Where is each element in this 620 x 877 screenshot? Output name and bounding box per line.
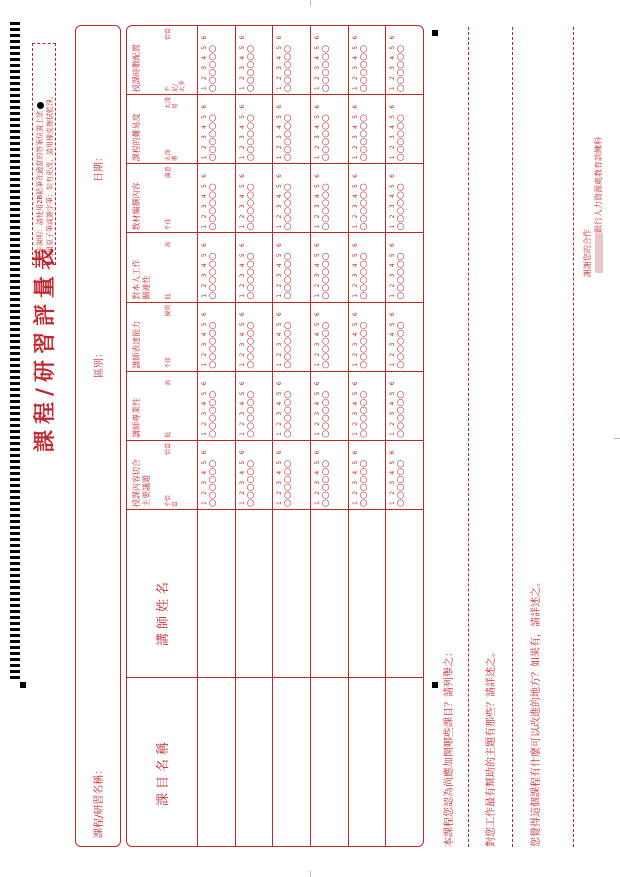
criterion-label: 講師表達能力 — [132, 320, 141, 369]
rating-scale-numbers: 1 2 3 4 5 6 — [201, 240, 208, 298]
rating-scale-numbers: 1 2 3 4 5 6 — [389, 33, 397, 91]
scale-high-label: 高 — [165, 241, 172, 248]
scale-high-label: 太淺易 — [165, 97, 179, 110]
scale-high-label: 恰當 — [165, 442, 172, 455]
rating-scale-numbers: 1 2 3 4 5 6 — [276, 102, 284, 160]
rating-scale-numbers: 1 2 3 4 5 6 — [238, 448, 246, 505]
rating-scale-numbers: 1 2 3 4 5 6 — [201, 171, 208, 229]
rating-scale-numbers: 1 2 3 4 5 6 — [389, 310, 397, 367]
scale-low-label: 不佳 — [165, 356, 172, 369]
rating-bubbles[interactable]: ○○○○○○ — [358, 390, 369, 438]
marking-instructions — [32, 43, 56, 265]
rating-scale-numbers: 1 2 3 4 5 6 — [314, 33, 321, 91]
region-label: 區別： — [94, 348, 105, 378]
row-divider — [310, 26, 311, 846]
rating-scale-numbers: 1 2 3 4 5 6 — [276, 310, 284, 367]
rating-bubbles[interactable]: ○○○○○○ — [245, 45, 256, 93]
rating-scale-numbers: 1 2 3 4 5 6 — [276, 171, 284, 229]
rating-scale-numbers: 1 2 3 4 5 6 — [238, 33, 246, 91]
rating-scale-numbers: 1 2 3 4 5 6 — [389, 379, 397, 436]
rating-scale-numbers: 1 2 3 4 5 6 — [276, 33, 284, 91]
date-label: 日期： — [94, 152, 105, 182]
rating-scale-numbers: 1 2 3 4 5 6 — [201, 448, 208, 505]
column-divider — [127, 440, 423, 441]
rating-scale-numbers: 1 2 3 4 5 6 — [314, 379, 321, 436]
criterion-label: 教材編撰內容 — [132, 182, 141, 231]
rating-bubbles[interactable]: ○○○○○○ — [245, 390, 256, 438]
column-divider — [127, 163, 423, 164]
rating-scale-numbers: 1 2 3 4 5 6 — [314, 171, 321, 229]
example-mark-icon — [37, 102, 44, 109]
footer-department: 銀行人力資源處教育訓練科 — [593, 137, 604, 277]
rating-bubbles[interactable]: ○○○○○○ — [396, 459, 407, 507]
form-title: 課程/研習評量表 — [33, 241, 58, 452]
question-1: 本課程您認為尚應加開哪些課目？請列舉之： — [444, 647, 455, 847]
rating-bubbles[interactable]: ○○○○○○ — [321, 390, 331, 438]
rating-bubbles[interactable]: ○○○○○○ — [245, 114, 256, 162]
rating-scale-numbers: 1 2 3 4 5 6 — [314, 102, 321, 160]
row-divider — [348, 26, 349, 846]
rating-bubbles[interactable]: ○○○○○○ — [245, 183, 256, 231]
rating-bubbles[interactable]: ○○○○○○ — [358, 114, 369, 162]
instructions-line1: 劃卡說明：請使用2B鉛筆在適當的答案位置上塗 — [36, 110, 44, 260]
question-3: 您覺得這個課程有什麼可以改進的地方？如果有，請詳述之。 — [531, 577, 542, 847]
scale-low-label: 低 — [165, 293, 172, 300]
rating-bubbles[interactable]: ○○○○○○ — [208, 321, 218, 369]
course-column-header: 課目名稱 — [156, 737, 171, 806]
scale-high-label: 優異 — [165, 304, 172, 317]
rating-scale-numbers: 1 2 3 4 5 6 — [238, 171, 246, 229]
rating-bubbles[interactable]: ○○○○○○ — [245, 252, 256, 300]
rating-bubbles[interactable]: ○○○○○○ — [321, 183, 331, 231]
rating-bubbles[interactable]: ○○○○○○ — [283, 459, 294, 507]
rating-bubbles[interactable]: ○○○○○○ — [321, 114, 331, 162]
rating-scale-numbers: 1 2 3 4 5 6 — [238, 102, 246, 160]
rating-bubbles[interactable]: ○○○○○○ — [358, 459, 369, 507]
rating-bubbles[interactable]: ○○○○○○ — [358, 252, 369, 300]
criterion-label: 授課時數配置 — [132, 44, 141, 93]
rating-bubbles[interactable]: ○○○○○○ — [208, 114, 218, 162]
column-divider — [127, 371, 423, 372]
rating-scale-numbers: 1 2 3 4 5 6 — [351, 310, 359, 367]
rating-scale-numbers: 1 2 3 4 5 6 — [351, 379, 359, 436]
rating-bubbles[interactable]: ○○○○○○ — [396, 114, 407, 162]
rating-scale-numbers: 1 2 3 4 5 6 — [351, 448, 359, 505]
rating-scale-numbers: 1 2 3 4 5 6 — [201, 310, 208, 367]
footer — [582, 137, 604, 277]
rating-bubbles[interactable]: ○○○○○○ — [245, 321, 256, 369]
rating-scale-numbers: 1 2 3 4 5 6 — [389, 448, 397, 505]
question-2: 對您工作最有幫助的主題有那些？請詳述之。 — [486, 647, 497, 847]
column-divider — [127, 509, 423, 510]
rating-bubbles[interactable]: ○○○○○○ — [208, 45, 218, 93]
rating-table — [126, 25, 424, 847]
column-divider — [127, 302, 423, 303]
criterion-label-line2: 主要議題 — [142, 475, 151, 507]
rating-scale-numbers: 1 2 3 4 5 6 — [314, 448, 321, 505]
rating-bubbles[interactable]: ○○○○○○ — [208, 183, 218, 231]
rating-bubbles[interactable]: ○○○○○○ — [396, 321, 407, 369]
rating-bubbles[interactable]: ○○○○○○ — [321, 252, 331, 300]
rating-bubbles[interactable]: ○○○○○○ — [283, 390, 294, 438]
row-divider — [272, 26, 273, 846]
scale-low-label: 太深奧 — [165, 149, 179, 162]
rating-bubbles[interactable]: ○○○○○○ — [321, 321, 331, 369]
row-divider — [385, 26, 386, 846]
answer-line — [468, 27, 469, 847]
rating-scale-numbers: 1 2 3 4 5 6 — [238, 310, 246, 367]
rating-scale-numbers: 1 2 3 4 5 6 — [276, 379, 284, 436]
rating-bubbles[interactable]: ○○○○○○ — [208, 459, 218, 507]
rating-bubbles[interactable]: ○○○○○○ — [283, 183, 294, 231]
rating-bubbles[interactable]: ○○○○○○ — [358, 45, 369, 93]
answer-line — [573, 27, 574, 847]
instructor-column-header: 講師姓名 — [156, 577, 171, 646]
instructions-line2: 勿用原子筆或簽字筆；如有更改，請用橡皮擦拭乾淨。 — [46, 92, 54, 260]
scale-high-label: 高 — [165, 379, 172, 386]
scale-high-label: 滿意 — [165, 166, 172, 179]
rating-scale-numbers: 1 2 3 4 5 6 — [351, 102, 359, 160]
row-divider — [235, 26, 236, 846]
rating-bubbles[interactable]: ○○○○○○ — [396, 183, 407, 231]
rating-scale-numbers: 1 2 3 4 5 6 — [276, 240, 284, 298]
rating-scale-numbers: 1 2 3 4 5 6 — [201, 379, 208, 436]
rating-scale-numbers: 1 2 3 4 5 6 — [351, 171, 359, 229]
rating-bubbles[interactable]: ○○○○○○ — [245, 459, 256, 507]
rating-scale-numbers: 1 2 3 4 5 6 — [201, 33, 208, 91]
scale-low-label: 低 — [165, 431, 172, 438]
criterion-label: 課程的難易度 — [132, 113, 141, 162]
scale-high-label: 恰當 — [165, 27, 172, 40]
rating-bubbles[interactable]: ○○○○○○ — [396, 45, 407, 93]
rating-bubbles[interactable]: ○○○○○○ — [283, 252, 294, 300]
rating-bubbles[interactable]: ○○○○○○ — [283, 45, 294, 93]
rating-bubbles[interactable]: ○○○○○○ — [358, 183, 369, 231]
rating-scale-numbers: 1 2 3 4 5 6 — [238, 379, 246, 436]
criterion-label: 授課內容切合 — [132, 459, 141, 507]
column-divider — [127, 232, 423, 233]
rating-scale-numbers: 1 2 3 4 5 6 — [389, 240, 397, 298]
rating-bubbles[interactable]: ○○○○○○ — [283, 114, 294, 162]
rating-scale-numbers: 1 2 3 4 5 6 — [238, 240, 246, 298]
rating-scale-numbers: 1 2 3 4 5 6 — [314, 240, 321, 298]
rating-scale-numbers: 1 2 3 4 5 6 — [351, 240, 359, 298]
rating-scale-numbers: 1 2 3 4 5 6 — [314, 310, 321, 367]
rating-bubbles[interactable]: ○○○○○○ — [321, 459, 331, 507]
rating-bubbles[interactable]: ○○○○○○ — [358, 321, 369, 369]
criterion-label: 對本人工作 — [132, 259, 141, 300]
rating-scale-numbers: 1 2 3 4 5 6 — [389, 102, 397, 160]
column-divider — [127, 94, 423, 95]
column-divider — [127, 677, 423, 678]
rating-scale-numbers: 1 2 3 4 5 6 — [351, 33, 359, 91]
header-fields-box — [75, 25, 121, 847]
answer-line — [512, 27, 513, 847]
scale-low-label: 不足/太多 — [165, 80, 186, 93]
rating-scale-numbers: 1 2 3 4 5 6 — [389, 171, 397, 229]
rating-bubbles[interactable]: ○○○○○○ — [208, 390, 218, 438]
course-name-label: 課程/研習名稱： — [94, 764, 105, 838]
redacted-bank-name — [595, 233, 603, 273]
criterion-label-line2: 關連性 — [142, 275, 151, 300]
header-divider — [197, 26, 198, 846]
rating-bubbles[interactable]: ○○○○○○ — [208, 252, 218, 300]
scale-low-label: 不恰當 — [165, 494, 179, 507]
scale-low-label: 不佳 — [165, 218, 172, 231]
criterion-label: 講師專業性 — [132, 397, 141, 438]
rating-bubbles[interactable]: ○○○○○○ — [283, 321, 294, 369]
rating-bubbles[interactable]: ○○○○○○ — [321, 45, 331, 93]
footer-thanks: 謝謝您的合作 — [583, 229, 592, 277]
rating-scale-numbers: 1 2 3 4 5 6 — [276, 448, 284, 505]
rating-bubbles[interactable]: ○○○○○○ — [396, 252, 407, 300]
rating-bubbles[interactable]: ○○○○○○ — [396, 390, 407, 438]
rating-scale-numbers: 1 2 3 4 5 6 — [201, 102, 208, 160]
